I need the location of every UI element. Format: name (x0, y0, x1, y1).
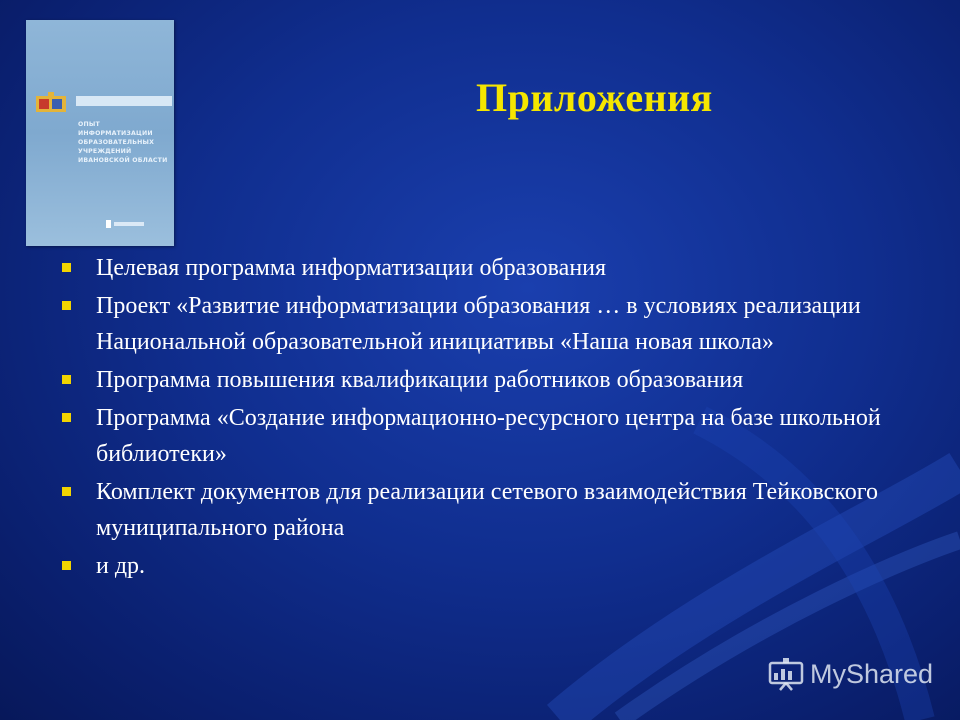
list-item-text: Проект «Развитие информатизации образования … в условиях реализации Национальной образовательной инициативы «Наша новая школа» (96, 293, 861, 355)
myshared-watermark[interactable] (768, 656, 933, 692)
coat-of-arms-icon (36, 92, 66, 114)
list-item (60, 548, 900, 584)
list-item (60, 362, 900, 398)
bullet-square-icon (62, 263, 71, 272)
list-item-text: Комплект документов для реализации сетевого взаимодействия Тейковского муниципального района (96, 479, 879, 541)
presentation-icon (768, 657, 804, 691)
list-item-text: Целевая программа информатизации образования (96, 255, 607, 281)
slide-title: Приложения (476, 75, 713, 120)
bullet-square-icon (62, 301, 71, 310)
bullet-square-icon (62, 413, 71, 422)
cover-stripe (76, 96, 172, 106)
list-item-text: Программа «Создание информационно-ресурсного центра на базе школьной библиотеки» (96, 405, 881, 467)
book-cover-image (26, 20, 174, 246)
publisher-logo-icon (106, 220, 146, 228)
bullet-square-icon (62, 561, 71, 570)
list-item (60, 250, 900, 286)
cover-title: ОПЫТ ИНФОРМАТИЗАЦИИ ОБРАЗОВАТЕЛЬНЫХ УЧРЕЖДЕНИЙ ИВАНОВСКОЙ ОБЛАСТИ (78, 121, 168, 164)
bullet-square-icon (62, 375, 71, 384)
bullet-square-icon (62, 487, 71, 496)
list-item-text: и др. (96, 553, 146, 579)
list-item (60, 400, 900, 472)
watermark-text: MyShared (810, 658, 934, 689)
list-item-text: Программа повышения квалификации работников образования (96, 367, 744, 393)
list-item (60, 288, 900, 360)
list-item (60, 474, 900, 546)
bullet-list (60, 250, 900, 586)
